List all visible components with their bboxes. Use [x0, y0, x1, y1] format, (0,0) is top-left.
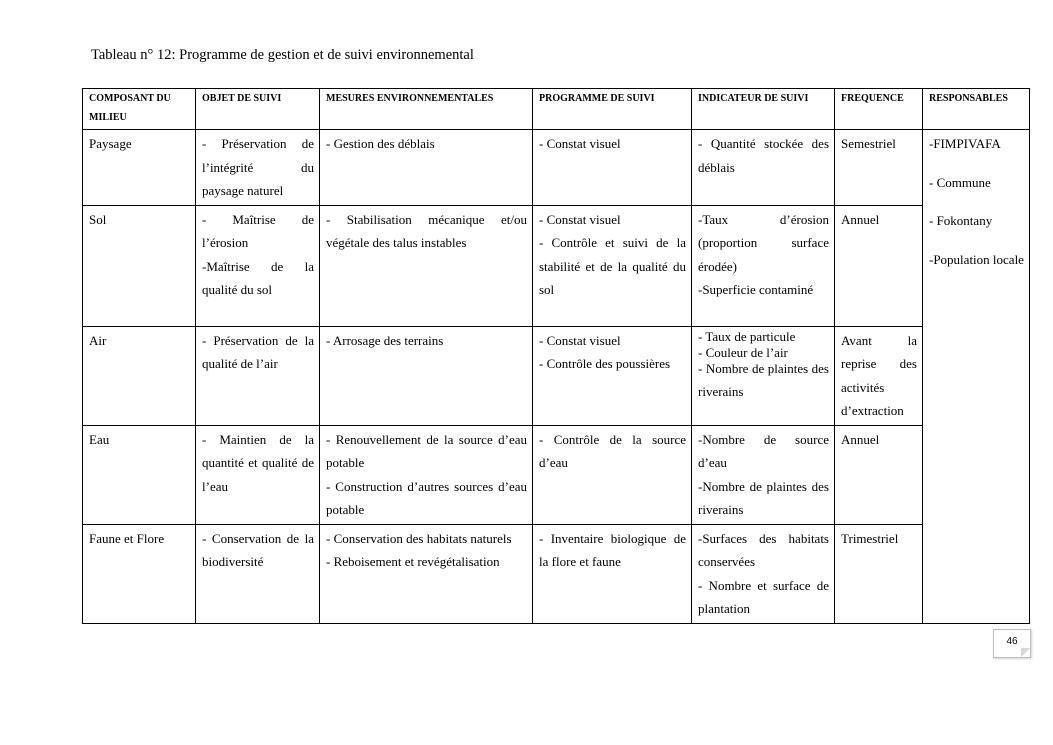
- cell-programme: - Constat visuel - Contrôle et suivi de la stabilité et de la qualité du sol: [533, 205, 692, 326]
- responsable-item: -Population locale: [929, 251, 1024, 267]
- header-frequence: FREQUENCE: [835, 89, 923, 130]
- table-row: [83, 130, 1030, 206]
- cell-indicateur: -Surfaces des habitats conservées - Nombre et surface de plantation: [692, 524, 835, 623]
- header-objet: OBJET DE SUIVI: [196, 89, 320, 130]
- cell-frequence: Trimestriel: [835, 524, 923, 623]
- table-row: [83, 326, 1030, 425]
- cell-indicateur: -Nombre de source d’eau -Nombre de plaintes des riverains: [692, 425, 835, 524]
- cell-objet: - Préservation de la qualité de l’air: [196, 326, 320, 425]
- table-row: [83, 524, 1030, 623]
- cell-indicateur: - Taux de particule - Couleur de l’air - Nombre de plaintes des riverains: [692, 326, 835, 425]
- header-mesures: MESURES ENVIRONNEMENTALES: [320, 89, 533, 130]
- responsable-item: -FIMPIVAFA: [929, 136, 1001, 151]
- cell-programme: - Inventaire biologique de la flore et faune: [533, 524, 692, 623]
- cell-composant: Paysage: [83, 130, 196, 206]
- cell-composant: Sol: [83, 205, 196, 326]
- cell-objet: - Maîtrise de l’érosion -Maîtrise de la qualité du sol: [196, 205, 320, 326]
- cell-objet: - Conservation de la biodiversité: [196, 524, 320, 623]
- cell-mesures: - Stabilisation mécanique et/ou végétale des talus instables: [320, 205, 533, 326]
- page-number-badge: [993, 629, 1031, 658]
- cell-indicateur: -Taux d’érosion (proportion surface érodée) -Superficie contaminé: [692, 205, 835, 326]
- cell-programme: - Constat visuel: [533, 130, 692, 206]
- cell-objet: - Préservation de l’intégrité du paysage naturel: [196, 130, 320, 206]
- cell-mesures: - Gestion des déblais: [320, 130, 533, 206]
- cell-responsables: [923, 130, 1030, 624]
- table-row: [83, 425, 1030, 524]
- cell-programme: - Contrôle de la source d’eau: [533, 425, 692, 524]
- cell-composant: Faune et Flore: [83, 524, 196, 623]
- environmental-monitoring-table: [82, 88, 1030, 624]
- table-caption: Tableau n° 12: Programme de gestion et de suivi environnemental: [91, 47, 474, 63]
- cell-programme: - Constat visuel - Contrôle des poussières: [533, 326, 692, 425]
- responsable-item: - Commune: [929, 174, 991, 190]
- table-row: [83, 205, 1030, 326]
- page-corner-fold-icon: [1021, 648, 1030, 657]
- header-responsables: RESPONSABLES: [923, 89, 1030, 130]
- table-header-row: [83, 89, 1030, 130]
- cell-composant: Eau: [83, 425, 196, 524]
- cell-frequence: Avant la reprise des activités d’extraction: [835, 326, 923, 425]
- cell-objet: - Maintien de la quantité et qualité de l’eau: [196, 425, 320, 524]
- header-composant: COMPOSANT DU MILIEU: [83, 89, 196, 130]
- cell-composant: Air: [83, 326, 196, 425]
- cell-indicateur: - Quantité stockée des déblais: [692, 130, 835, 206]
- responsable-item: - Fokontany: [929, 213, 993, 228]
- cell-frequence: Annuel: [835, 425, 923, 524]
- cell-frequence: Annuel: [835, 205, 923, 326]
- header-indicateur: INDICATEUR DE SUIVI: [692, 89, 835, 130]
- cell-frequence: Semestriel: [835, 130, 923, 206]
- page-number: 46: [1006, 636, 1018, 647]
- cell-mesures: - Renouvellement de la source d’eau potable - Construction d’autres sources d’eau potable: [320, 425, 533, 524]
- cell-mesures: - Conservation des habitats naturels - Reboisement et revégétalisation: [320, 524, 533, 623]
- header-programme: PROGRAMME DE SUIVI: [533, 89, 692, 130]
- cell-mesures: - Arrosage des terrains: [320, 326, 533, 425]
